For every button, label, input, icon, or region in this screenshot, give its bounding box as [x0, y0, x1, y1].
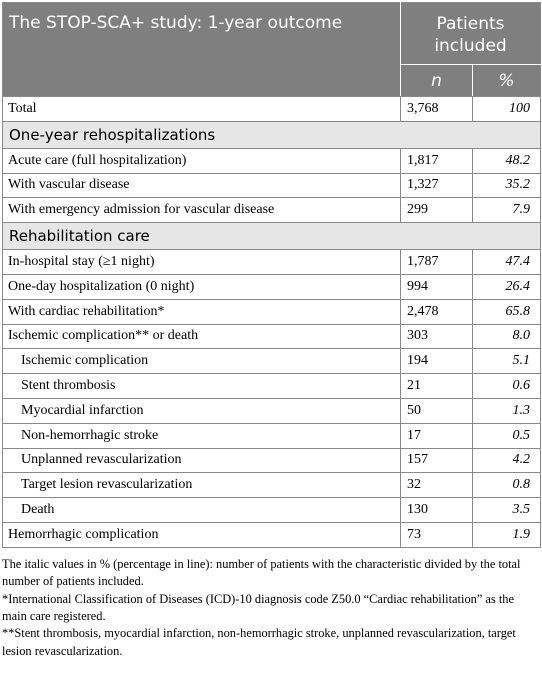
row-percent: 5.1 — [473, 349, 541, 374]
section-header-row — [3, 223, 541, 250]
table-row — [3, 522, 541, 547]
table-row — [3, 299, 541, 324]
row-label: One-day hospitalization (0 night) — [3, 274, 401, 299]
document — [2, 2, 540, 660]
row-percent: 8.0 — [473, 324, 541, 349]
row-percent: 0.6 — [473, 374, 541, 399]
column-header-n: n — [401, 65, 473, 97]
row-label: Target lesion revascularization — [3, 473, 401, 498]
row-percent: 1.3 — [473, 398, 541, 423]
row-percent: 3.5 — [473, 498, 541, 523]
row-count: 1,817 — [401, 148, 473, 173]
row-percent: 4.2 — [473, 448, 541, 473]
row-percent: 0.8 — [473, 473, 541, 498]
footnote: The italic values in % (percentage in line): number of patients with the characteristic divided by the total number of patients included. — [2, 556, 521, 589]
table-row — [3, 250, 541, 275]
row-count: 32 — [401, 473, 473, 498]
table-row — [3, 148, 541, 173]
row-count: 994 — [401, 274, 473, 299]
row-count: 50 — [401, 398, 473, 423]
row-percent: 1.9 — [473, 522, 541, 547]
footnote: *International Classification of Diseases (ICD)-10 diagnosis code Z50.0 “Cardiac rehabilitation” as the main care registered. — [2, 591, 514, 623]
row-label: With cardiac rehabilitation* — [3, 299, 401, 324]
row-label: Death — [3, 498, 401, 523]
row-label: Non-hemorrhagic stroke — [3, 423, 401, 448]
row-label: Acute care (full hospitalization) — [3, 148, 401, 173]
row-count: 157 — [401, 448, 473, 473]
row-count: 299 — [401, 198, 473, 223]
row-label: Ischemic complication — [3, 349, 401, 374]
table-row — [3, 398, 541, 423]
row-count: 194 — [401, 349, 473, 374]
table-title: The STOP-SCA+ study: 1-year outcome — [3, 3, 401, 97]
row-label: Ischemic complication** or death — [3, 324, 401, 349]
row-label: In-hospital stay (≥1 night) — [3, 250, 401, 275]
row-count: 2,478 — [401, 299, 473, 324]
table-row — [3, 198, 541, 223]
table-row — [3, 274, 541, 299]
row-label: Total — [3, 97, 401, 122]
row-percent: 48.2 — [473, 148, 541, 173]
row-label: Stent thrombosis — [3, 374, 401, 399]
row-label: With emergency admission for vascular disease — [3, 198, 401, 223]
row-label: Hemorrhagic complication — [3, 522, 401, 547]
row-count: 1,327 — [401, 173, 473, 198]
group-header-line-1: Patients — [436, 13, 505, 34]
section-header-row — [3, 121, 541, 148]
table-row — [3, 349, 541, 374]
table-row — [3, 498, 541, 523]
row-percent: 0.5 — [473, 423, 541, 448]
row-count: 303 — [401, 324, 473, 349]
outcome-table — [2, 2, 541, 548]
row-count: 73 — [401, 522, 473, 547]
row-percent: 7.9 — [473, 198, 541, 223]
row-percent: 35.2 — [473, 173, 541, 198]
row-count: 17 — [401, 423, 473, 448]
row-count: 130 — [401, 498, 473, 523]
table-body — [3, 97, 541, 548]
table-row — [3, 423, 541, 448]
row-percent: 65.8 — [473, 299, 541, 324]
table-row — [3, 97, 541, 122]
patients-included-header — [401, 3, 541, 65]
row-count: 21 — [401, 374, 473, 399]
row-count: 1,787 — [401, 250, 473, 275]
row-percent: 100 — [473, 97, 541, 122]
table-row — [3, 473, 541, 498]
section-header: Rehabilitation care — [3, 223, 541, 250]
row-percent: 47.4 — [473, 250, 541, 275]
table-footnotes — [2, 556, 540, 660]
table-row — [3, 374, 541, 399]
table-row — [3, 448, 541, 473]
row-count: 3,768 — [401, 97, 473, 122]
column-header-percent: % — [473, 65, 541, 97]
table-row — [3, 173, 541, 198]
row-label: With vascular disease — [3, 173, 401, 198]
table-row — [3, 324, 541, 349]
row-percent: 26.4 — [473, 274, 541, 299]
row-label: Unplanned revascularization — [3, 448, 401, 473]
section-header: One-year rehospitalizations — [3, 121, 541, 148]
row-label: Myocardial infarction — [3, 398, 401, 423]
group-header-line-2: included — [434, 35, 507, 56]
footnote: **Stent thrombosis, myocardial infarction, non-hemorrhagic stroke, unplanned revascularization, target lesion revascularization. — [2, 626, 516, 658]
